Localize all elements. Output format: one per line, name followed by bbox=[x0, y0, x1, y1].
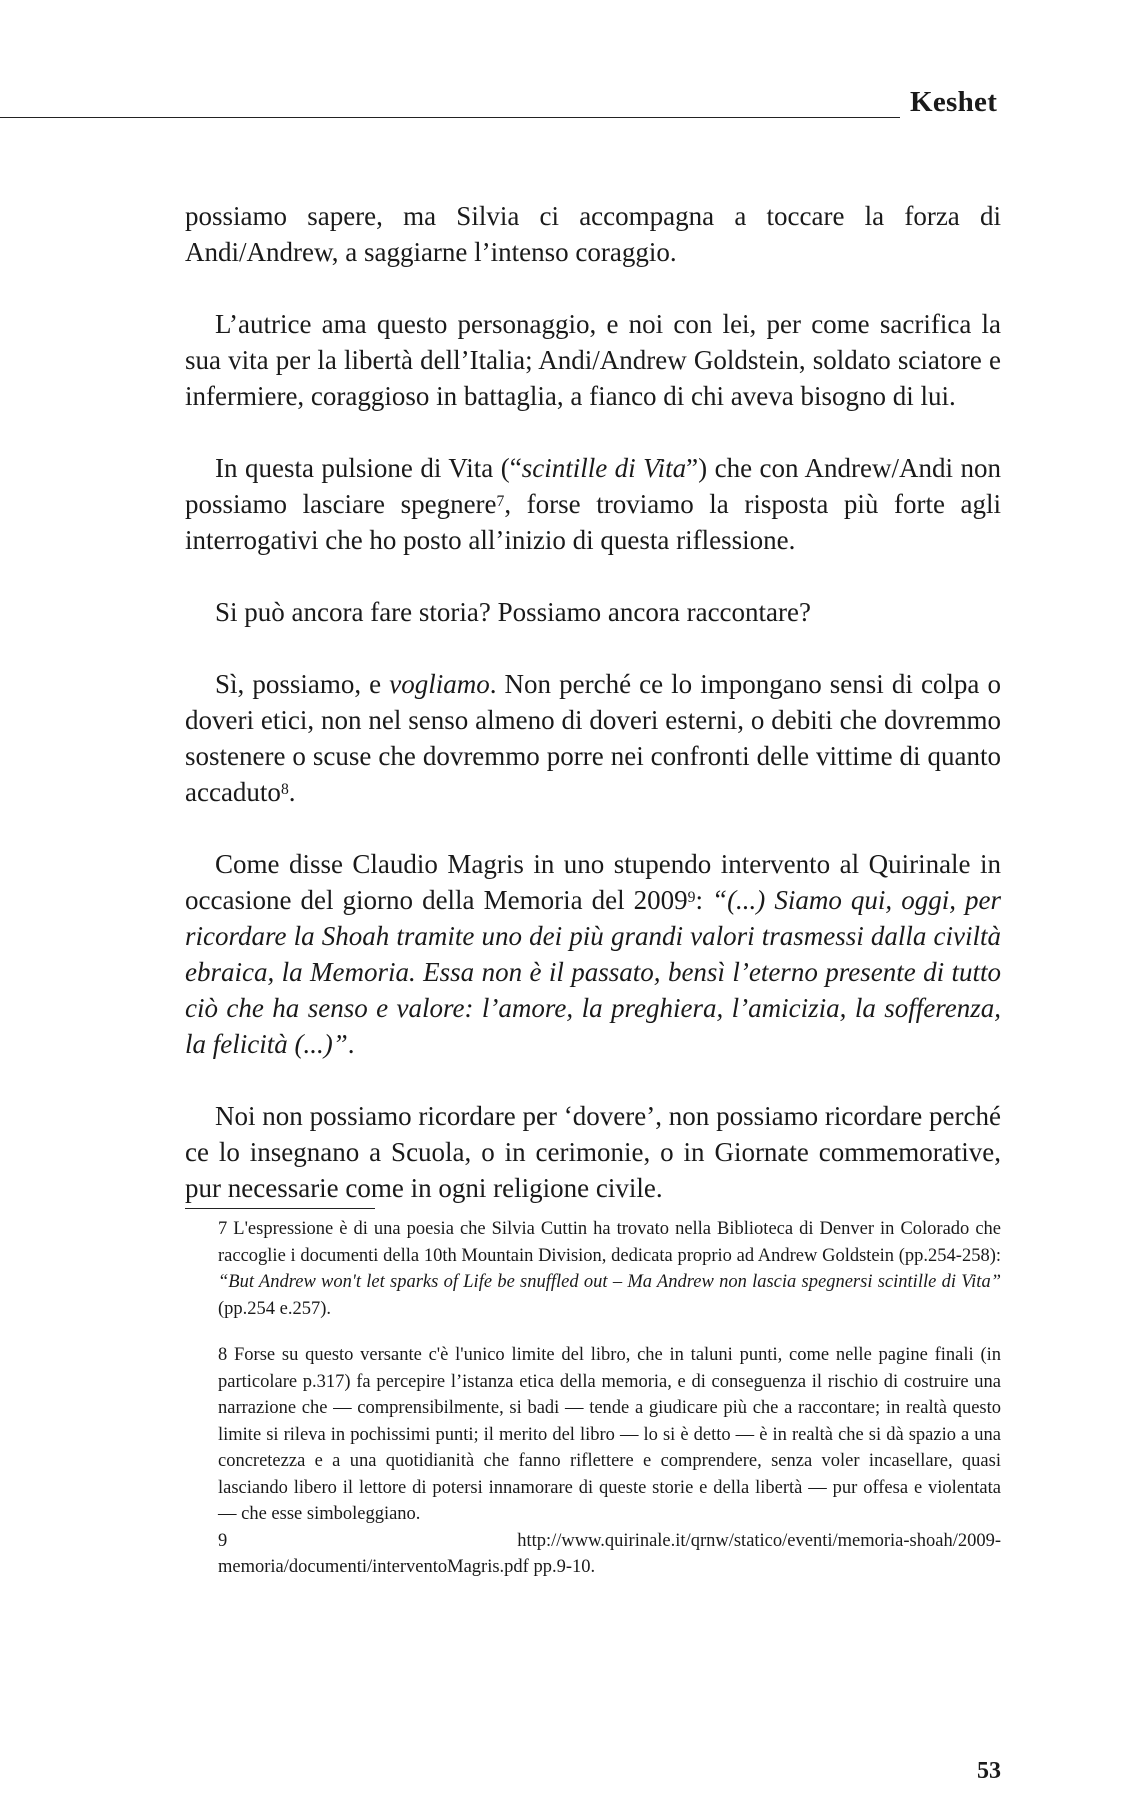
page-number: 53 bbox=[977, 1758, 1001, 1784]
paragraph-5-emphasis: vogliamo bbox=[389, 669, 490, 699]
paragraph-5-text-a: Sì, possiamo, e bbox=[215, 669, 390, 699]
footnote-ref-8[interactable]: 8 bbox=[280, 780, 289, 798]
paragraph-6-text-b: : bbox=[695, 885, 713, 915]
paragraph-4: Si può ancora fare storia? Possiamo ancora raccontare? bbox=[215, 597, 811, 627]
paragraph-5-text-d: . bbox=[288, 777, 296, 807]
footnote-7-text-a: 7 L'espressione è di una poesia che Silvia Cuttin ha trovato nella Biblioteca di Denver in Colorado che raccoglie i documenti della 10th Mountain Division, dedicata proprio ad Andrew Goldstein (pp.254-258): bbox=[218, 1219, 1001, 1266]
paragraph-3-quote: scintille di Vita bbox=[521, 453, 687, 483]
footnote-7 bbox=[218, 1216, 1001, 1322]
paragraph-3 bbox=[185, 450, 1001, 558]
header-rule bbox=[0, 117, 900, 118]
paragraph-6 bbox=[185, 846, 1001, 1062]
paragraph-3-text-c: ”) che con Andrew/Andi non possiamo lasciare spegnere bbox=[185, 453, 1001, 519]
paragraph-6-quote: “(...) Siamo qui, oggi, per ricordare la Shoah tramite uno dei più grandi valori trasmessi dalla civiltà ebraica, la Memoria. Essa non è il passato, bensì l’eterno presente di tutto ciò che ha senso e valore: l’amore, la preghiera, l’amicizia, la sofferenza, la felicità (...)” bbox=[185, 885, 1001, 1059]
paragraph-7: Noi non possiamo ricordare per ‘dovere’, non possiamo ricordare perché ce lo insegnano a Scuola, o in cerimonie, o in Giornate commemorative, pur necessarie come in ogni religione civile. bbox=[185, 1101, 1001, 1203]
footnote-7-text-c: (pp.254 e.257). bbox=[218, 1298, 332, 1319]
body-text bbox=[185, 198, 1001, 1206]
footnote-8: 8 Forse su questo versante c'è l'unico limite del libro, che in taluni punti, come nelle pagine finali (in particolare p.317) fa percepire l’istanza etica della memoria, e di conseguenza il rischio di costruire una narrazione che — comprensibilmente, si badi — tende a giudicare più che a raccontare; in realtà questo limite si rileva in pochissimi punti; il merito del libro — lo si è detto — è in realtà che si dà spazio a una concretezza e a una quotidianità che fanno riflettere e comprendere, senza voler incasellare, quasi lasciando libero il lettore di potersi innamorare di queste storie e della libertà — pur offesa e violentata — che esse simboleggiano. bbox=[218, 1345, 1001, 1524]
footnote-7-quote: “But Andrew won't let sparks of Life be snuffled out – Ma Andrew non lascia spegnersi scintille di Vita” bbox=[218, 1272, 1001, 1292]
footnote-ref-7[interactable]: 7 bbox=[496, 492, 505, 510]
paragraph-3-text-a: In questa pulsione di Vita (“ bbox=[215, 453, 522, 483]
paragraph-2: L’autrice ama questo personaggio, e noi con lei, per come sacrifica la sua vita per la libertà dell’Italia; Andi/Andrew Goldstein, soldato sciatore e infermiere, coraggioso in battaglia, a fianco di chi aveva bisogno di lui. bbox=[185, 309, 1001, 411]
footnote-ref-9[interactable]: 9 bbox=[687, 888, 696, 906]
paragraph-6-text-d: . bbox=[347, 1029, 355, 1059]
paragraph-6-text-a: Come disse Claudio Magris in uno stupendo intervento al Quirinale in occasione del giorno della Memoria del 2009 bbox=[185, 849, 1001, 915]
paragraph-3-text-d: , forse troviamo la risposta più forte agli interrogativi che ho posto all’inizio di questa riflessione. bbox=[185, 489, 1001, 555]
paragraph-1: possiamo sapere, ma Silvia ci accompagna a toccare la forza di Andi/Andrew, a saggiarne l’intenso coraggio. bbox=[185, 201, 1001, 267]
running-title: Keshet bbox=[910, 86, 998, 118]
footnote-rule bbox=[185, 1208, 375, 1209]
footnotes bbox=[218, 1216, 1001, 1581]
footnote-9: 9 http://www.quirinale.it/qrnw/statico/eventi/memoria-shoah/2009-memoria/documenti/interventoMagris.pdf pp.9-10. bbox=[218, 1530, 1001, 1577]
paragraph-5-text-c: . Non perché ce lo impongano sensi di colpa o doveri etici, non nel senso almeno di doveri esterni, o debiti che dovremmo sostenere o scuse che dovremmo porre nei confronti delle vittime di quanto accaduto bbox=[185, 669, 1001, 807]
paragraph-5 bbox=[185, 666, 1001, 810]
